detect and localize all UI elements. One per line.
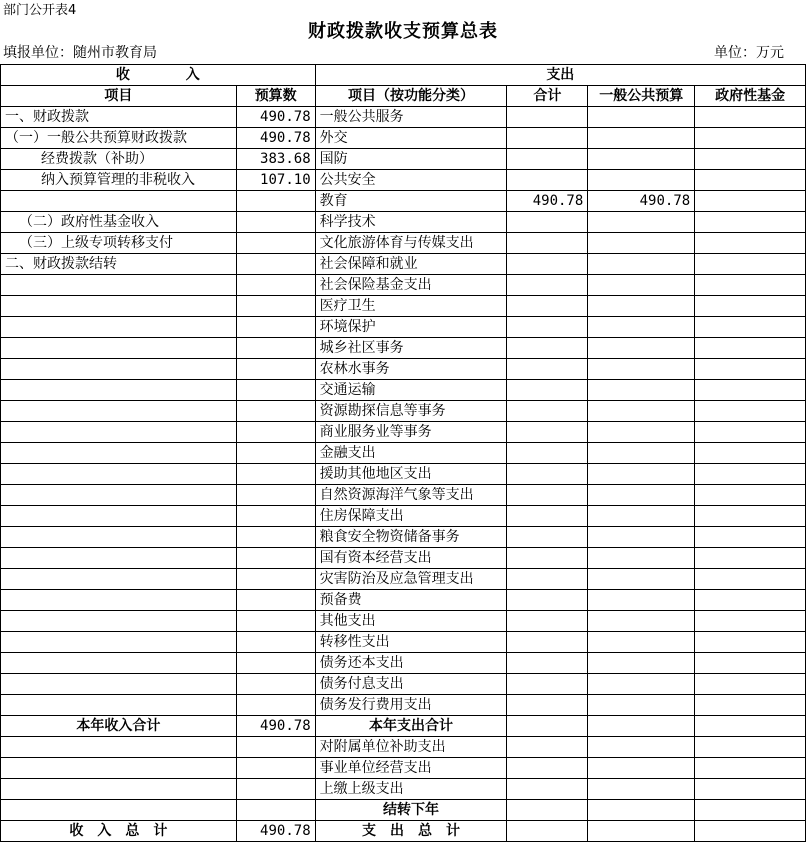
expense-item: 科学技术 [315, 212, 507, 233]
income-amount [236, 212, 315, 233]
expense-total [507, 401, 588, 422]
income-item [1, 401, 237, 422]
income-item [1, 632, 237, 653]
expense-item: 债务发行费用支出 [315, 695, 507, 716]
expense-general [588, 674, 695, 695]
expense-total [507, 443, 588, 464]
table-row [1, 569, 806, 590]
income-item [1, 191, 237, 212]
income-item [1, 296, 237, 317]
expense-item: 债务还本支出 [315, 653, 507, 674]
income-item [1, 653, 237, 674]
expense-item: 社会保障和就业 [315, 254, 507, 275]
income-amount [236, 254, 315, 275]
expense-item: 商业服务业等事务 [315, 422, 507, 443]
expense-item: 文化旅游体育与传媒支出 [315, 233, 507, 254]
income-amount [236, 653, 315, 674]
expense-item: 公共安全 [315, 170, 507, 191]
expense-general [588, 317, 695, 338]
expense-fund [695, 170, 806, 191]
expense-total [507, 800, 588, 821]
income-item [1, 548, 237, 569]
expense-general [588, 548, 695, 569]
year-income-total-label: 本年收入合计 [1, 716, 237, 737]
grand-income-total-label: 收 入 总 计 [1, 821, 237, 842]
expense-item: 外交 [315, 128, 507, 149]
expense-item: 教育 [315, 191, 507, 212]
col-budget-header: 预算数 [236, 86, 315, 107]
income-amount [236, 569, 315, 590]
income-amount [236, 191, 315, 212]
expense-item: 事业单位经营支出 [315, 758, 507, 779]
income-item [1, 737, 237, 758]
expense-item: 住房保障支出 [315, 506, 507, 527]
page-title: 财政拨款收支预算总表 [308, 21, 498, 42]
expense-general [588, 485, 695, 506]
income-item [1, 275, 237, 296]
expense-general [588, 443, 695, 464]
expense-fund [695, 107, 806, 128]
table-row [1, 401, 806, 422]
table-row [1, 674, 806, 695]
expense-fund [695, 821, 806, 842]
expense-fund [695, 779, 806, 800]
income-item [1, 359, 237, 380]
income-item [1, 422, 237, 443]
expense-fund [695, 254, 806, 275]
table-row [1, 758, 806, 779]
income-item [1, 338, 237, 359]
income-amount [236, 779, 315, 800]
expense-item: 国防 [315, 149, 507, 170]
expense-fund [695, 611, 806, 632]
income-amount [236, 632, 315, 653]
expense-fund [695, 233, 806, 254]
expense-item: 医疗卫生 [315, 296, 507, 317]
income-item [1, 317, 237, 338]
expense-general [588, 107, 695, 128]
table-row [1, 296, 806, 317]
expense-item: 转移性支出 [315, 632, 507, 653]
expense-fund [695, 548, 806, 569]
grand-expense-total-label: 支 出 总 计 [315, 821, 507, 842]
expense-item: 自然资源海洋气象等支出 [315, 485, 507, 506]
expense-total [507, 359, 588, 380]
expense-fund [695, 317, 806, 338]
expense-total [507, 674, 588, 695]
income-amount [236, 506, 315, 527]
income-amount [236, 548, 315, 569]
table-row [1, 191, 806, 212]
table-row [1, 233, 806, 254]
income-amount [236, 317, 315, 338]
expense-total: 490.78 [507, 191, 588, 212]
income-item [1, 443, 237, 464]
table-row [1, 254, 806, 275]
year-expense-total-label: 本年支出合计 [315, 716, 507, 737]
col-fund-header: 政府性基金 [695, 86, 806, 107]
expense-total [507, 653, 588, 674]
expense-general [588, 296, 695, 317]
income-item: 经费拨款（补助） [1, 149, 237, 170]
expense-general [588, 149, 695, 170]
table-row [1, 548, 806, 569]
expense-item: 交通运输 [315, 380, 507, 401]
income-item [1, 674, 237, 695]
expense-fund [695, 527, 806, 548]
expense-fund [695, 149, 806, 170]
expense-fund [695, 632, 806, 653]
expense-header: 支出 [315, 65, 805, 86]
expense-item: 农林水事务 [315, 359, 507, 380]
expense-item: 一般公共服务 [315, 107, 507, 128]
expense-fund [695, 758, 806, 779]
income-item: （一）一般公共预算财政拨款 [1, 128, 237, 149]
expense-total [507, 380, 588, 401]
table-row [1, 212, 806, 233]
expense-general [588, 254, 695, 275]
income-item [1, 527, 237, 548]
income-amount [236, 359, 315, 380]
table-row [1, 695, 806, 716]
expense-general [588, 401, 695, 422]
table-row [1, 443, 806, 464]
income-amount: 490.78 [236, 107, 315, 128]
expense-total [507, 548, 588, 569]
expense-item: 粮食安全物资储备事务 [315, 527, 507, 548]
income-amount [236, 674, 315, 695]
expense-general [588, 380, 695, 401]
carry-forward-label: 结转下年 [315, 800, 507, 821]
table-row [1, 338, 806, 359]
expense-general [588, 506, 695, 527]
table-row [1, 611, 806, 632]
income-item [1, 695, 237, 716]
expense-item: 灾害防治及应急管理支出 [315, 569, 507, 590]
expense-fund [695, 275, 806, 296]
table-row [1, 359, 806, 380]
expense-item: 国有资本经营支出 [315, 548, 507, 569]
table-row [1, 317, 806, 338]
expense-fund [695, 464, 806, 485]
table-row [1, 275, 806, 296]
income-item: 二、财政拨款结转 [1, 254, 237, 275]
income-amount: 490.78 [236, 128, 315, 149]
expense-item: 上缴上级支出 [315, 779, 507, 800]
expense-general [588, 821, 695, 842]
table-row [1, 170, 806, 191]
form-code: 部门公开表4 [3, 3, 77, 18]
expense-total [507, 107, 588, 128]
expense-general [588, 737, 695, 758]
expense-general [588, 170, 695, 191]
income-amount [236, 296, 315, 317]
income-item [1, 800, 237, 821]
carry-forward-row [1, 800, 806, 821]
table-row [1, 107, 806, 128]
income-amount: 107.10 [236, 170, 315, 191]
expense-item: 援助其他地区支出 [315, 464, 507, 485]
filler-unit: 填报单位：随州市教育局 [3, 45, 157, 61]
table-row [1, 590, 806, 611]
expense-total [507, 233, 588, 254]
income-amount [236, 485, 315, 506]
expense-general [588, 716, 695, 737]
expense-general [588, 653, 695, 674]
income-amount [236, 422, 315, 443]
expense-total [507, 485, 588, 506]
table-row [1, 779, 806, 800]
expense-fund [695, 380, 806, 401]
expense-general: 490.78 [588, 191, 695, 212]
expense-fund [695, 422, 806, 443]
col-item-header: 项目 [1, 86, 237, 107]
income-amount [236, 758, 315, 779]
expense-fund [695, 443, 806, 464]
expense-item: 城乡社区事务 [315, 338, 507, 359]
expense-total [507, 254, 588, 275]
expense-fund [695, 800, 806, 821]
expense-total [507, 695, 588, 716]
table-row [1, 653, 806, 674]
expense-general [588, 758, 695, 779]
expense-total [507, 590, 588, 611]
expense-total [507, 611, 588, 632]
col-general-header: 一般公共预算 [588, 86, 695, 107]
table-row [1, 506, 806, 527]
expense-fund [695, 359, 806, 380]
expense-total [507, 275, 588, 296]
expense-fund [695, 737, 806, 758]
income-amount [236, 800, 315, 821]
expense-fund [695, 569, 806, 590]
income-item [1, 758, 237, 779]
income-amount [236, 695, 315, 716]
col-total-header: 合计 [507, 86, 588, 107]
expense-general [588, 590, 695, 611]
expense-fund [695, 674, 806, 695]
income-item [1, 506, 237, 527]
income-amount [236, 338, 315, 359]
expense-fund [695, 695, 806, 716]
year-total-row [1, 716, 806, 737]
income-header: 收 入 [1, 65, 316, 86]
expense-general [588, 359, 695, 380]
income-amount [236, 527, 315, 548]
table-row [1, 380, 806, 401]
expense-general [588, 632, 695, 653]
expense-item: 资源勘探信息等事务 [315, 401, 507, 422]
income-amount [236, 590, 315, 611]
expense-item: 社会保险基金支出 [315, 275, 507, 296]
income-item: （二）政府性基金收入 [1, 212, 237, 233]
expense-total [507, 296, 588, 317]
income-amount [236, 275, 315, 296]
table-row [1, 737, 806, 758]
expense-general [588, 464, 695, 485]
expense-general [588, 779, 695, 800]
expense-general [588, 233, 695, 254]
expense-general [588, 527, 695, 548]
table-row [1, 485, 806, 506]
expense-total [507, 128, 588, 149]
expense-total [507, 716, 588, 737]
income-item [1, 569, 237, 590]
expense-total [507, 149, 588, 170]
expense-total [507, 317, 588, 338]
expense-fund [695, 653, 806, 674]
expense-fund [695, 590, 806, 611]
expense-fund [695, 128, 806, 149]
income-amount [236, 737, 315, 758]
expense-item: 对附属单位补助支出 [315, 737, 507, 758]
income-item [1, 611, 237, 632]
income-amount: 383.68 [236, 149, 315, 170]
expense-total [507, 212, 588, 233]
expense-total [507, 737, 588, 758]
year-income-total-amount: 490.78 [236, 716, 315, 737]
expense-total [507, 338, 588, 359]
income-item: 纳入预算管理的非税收入 [1, 170, 237, 191]
expense-total [507, 506, 588, 527]
income-amount [236, 611, 315, 632]
expense-item: 预备费 [315, 590, 507, 611]
expense-item: 其他支出 [315, 611, 507, 632]
income-item: （三）上级专项转移支付 [1, 233, 237, 254]
table-row [1, 128, 806, 149]
expense-total [507, 422, 588, 443]
grand-income-total-amount: 490.78 [236, 821, 315, 842]
expense-general [588, 800, 695, 821]
expense-fund [695, 212, 806, 233]
expense-total [507, 821, 588, 842]
expense-total [507, 632, 588, 653]
expense-general [588, 212, 695, 233]
income-amount [236, 380, 315, 401]
expense-fund [695, 485, 806, 506]
table-row [1, 527, 806, 548]
expense-fund [695, 506, 806, 527]
expense-total [507, 779, 588, 800]
income-item: 一、财政拨款 [1, 107, 237, 128]
income-amount [236, 233, 315, 254]
expense-total [507, 758, 588, 779]
income-item [1, 380, 237, 401]
expense-item: 债务付息支出 [315, 674, 507, 695]
expense-general [588, 569, 695, 590]
table-row [1, 464, 806, 485]
income-amount [236, 464, 315, 485]
expense-total [507, 170, 588, 191]
expense-total [507, 569, 588, 590]
income-item [1, 779, 237, 800]
expense-total [507, 527, 588, 548]
income-amount [236, 443, 315, 464]
income-item [1, 485, 237, 506]
expense-fund [695, 296, 806, 317]
table-row [1, 149, 806, 170]
expense-general [588, 695, 695, 716]
expense-general [588, 338, 695, 359]
currency-unit: 单位：万元 [714, 45, 784, 61]
expense-item: 环境保护 [315, 317, 507, 338]
table-row [1, 632, 806, 653]
expense-fund [695, 716, 806, 737]
expense-general [588, 611, 695, 632]
expense-item: 金融支出 [315, 443, 507, 464]
budget-table [0, 64, 806, 842]
expense-fund [695, 191, 806, 212]
expense-fund [695, 401, 806, 422]
grand-total-row [1, 821, 806, 842]
income-item [1, 590, 237, 611]
col-func-item-header: 项目（按功能分类） [315, 86, 507, 107]
expense-general [588, 128, 695, 149]
header-row-1 [1, 65, 806, 86]
header-row-2 [1, 86, 806, 107]
table-row [1, 422, 806, 443]
expense-total [507, 464, 588, 485]
expense-general [588, 275, 695, 296]
income-item [1, 464, 237, 485]
income-amount [236, 401, 315, 422]
expense-general [588, 422, 695, 443]
expense-fund [695, 338, 806, 359]
